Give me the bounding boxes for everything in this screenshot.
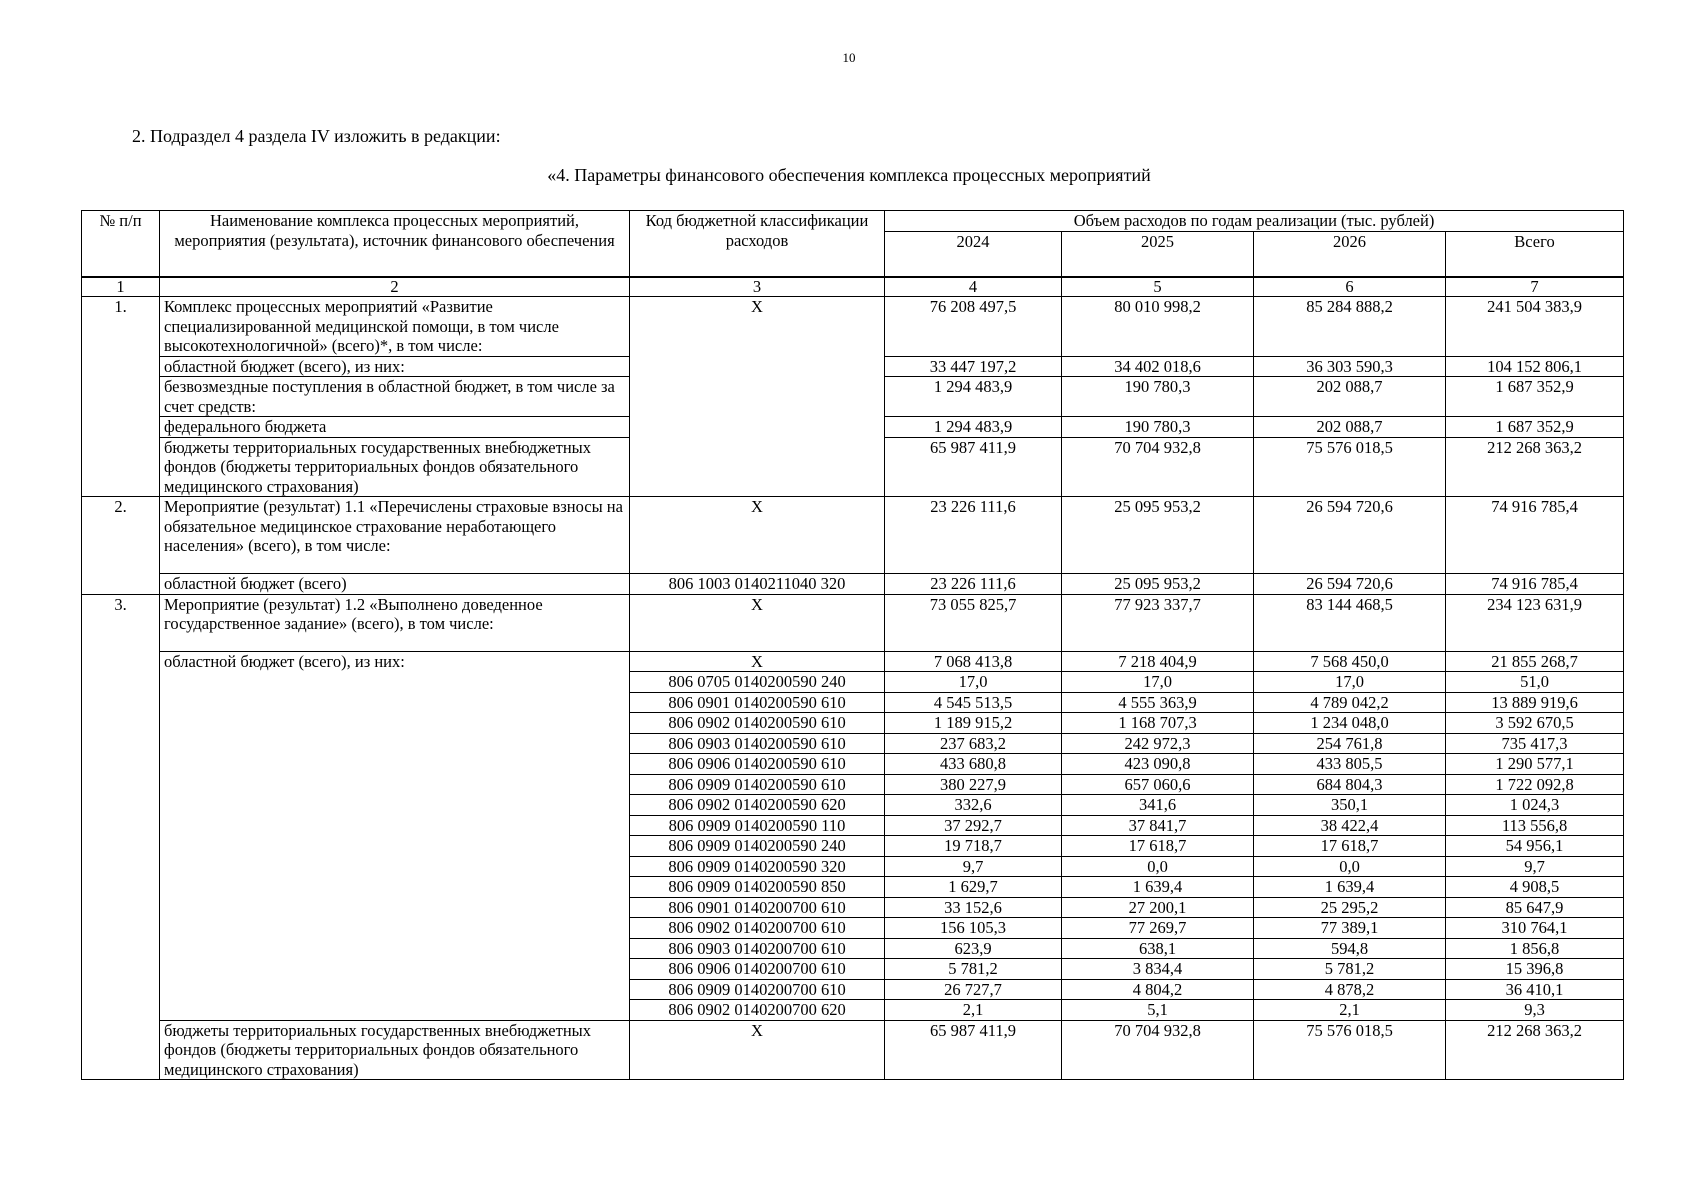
row-name: бюджеты территориальных государственных внебюджетных фондов (бюджеты территориальных фондов обязательного медицинского страхования)	[160, 437, 630, 497]
value-total: 1 856,8	[1446, 938, 1624, 959]
table-row	[82, 594, 1624, 651]
value-2024: 1 294 483,9	[885, 417, 1062, 438]
column-number: 4	[885, 277, 1062, 297]
row-name: федерального бюджета	[160, 417, 630, 438]
row-name: областной бюджет (всего), из них:	[160, 651, 630, 1020]
value-2024: 332,6	[885, 795, 1062, 816]
value-2024: 237 683,2	[885, 733, 1062, 754]
page-number: 10	[842, 50, 856, 65]
header-year-2025: 2025	[1062, 231, 1254, 277]
budget-code: 806 0906 0140200590 610	[630, 754, 885, 775]
value-total: 36 410,1	[1446, 979, 1624, 1000]
value-total: 85 647,9	[1446, 897, 1624, 918]
budget-code: 806 0705 0140200590 240	[630, 672, 885, 693]
table-row	[82, 497, 1624, 574]
value-2026: 1 234 048,0	[1254, 713, 1446, 734]
value-2025: 4 804,2	[1062, 979, 1254, 1000]
header-num: № п/п	[82, 211, 160, 278]
value-2024: 73 055 825,7	[885, 594, 1062, 651]
value-2025: 37 841,7	[1062, 815, 1254, 836]
table-title: «4. Параметры финансового обеспечения комплекса процессных мероприятий	[547, 165, 1151, 185]
column-number: 7	[1446, 277, 1624, 297]
value-2026: 25 295,2	[1254, 897, 1446, 918]
value-2024: 23 226 111,6	[885, 497, 1062, 574]
value-total: 1 722 092,8	[1446, 774, 1624, 795]
value-total: 212 268 363,2	[1446, 437, 1624, 497]
budget-code: 806 0901 0140200700 610	[630, 897, 885, 918]
row-name: безвозмездные поступления в областной бюджет, в том числе за счет средств:	[160, 377, 630, 417]
value-2024: 433 680,8	[885, 754, 1062, 775]
value-2026: 83 144 468,5	[1254, 594, 1446, 651]
value-2024: 4 545 513,5	[885, 692, 1062, 713]
header-year-2024: 2024	[885, 231, 1062, 277]
value-total: 1 290 577,1	[1446, 754, 1624, 775]
value-2026: 4 789 042,2	[1254, 692, 1446, 713]
budget-code: 806 0902 0140200700 610	[630, 918, 885, 939]
value-2025: 657 060,6	[1062, 774, 1254, 795]
value-total: 735 417,3	[1446, 733, 1624, 754]
value-total: 74 916 785,4	[1446, 497, 1624, 574]
value-2025: 77 269,7	[1062, 918, 1254, 939]
value-total: 104 152 806,1	[1446, 356, 1624, 377]
row-number: 1.	[82, 297, 160, 497]
value-2025: 70 704 932,8	[1062, 1020, 1254, 1080]
value-2025: 17,0	[1062, 672, 1254, 693]
budget-code: 806 0901 0140200590 610	[630, 692, 885, 713]
row-name: Мероприятие (результат) 1.2 «Выполнено доведенное государственное задание» (всего), в том числе:	[160, 594, 630, 651]
budget-code: 806 0902 0140200590 610	[630, 713, 885, 734]
value-2026: 26 594 720,6	[1254, 574, 1446, 595]
column-number: 3	[630, 277, 885, 297]
value-total: 1 687 352,9	[1446, 377, 1624, 417]
header-name: Наименование комплекса процессных мероприятий, мероприятия (результата), источник финансового обеспечения	[160, 211, 630, 278]
budget-code: 806 0903 0140200590 610	[630, 733, 885, 754]
value-2026: 0,0	[1254, 856, 1446, 877]
budget-code: 806 0909 0140200590 240	[630, 836, 885, 857]
value-2024: 1 294 483,9	[885, 377, 1062, 417]
budget-code: 806 0909 0140200590 850	[630, 877, 885, 898]
value-total: 15 396,8	[1446, 959, 1624, 980]
financing-table	[81, 210, 1624, 1080]
budget-code: X	[630, 651, 885, 672]
budget-code: 806 0903 0140200700 610	[630, 938, 885, 959]
budget-code: 806 0902 0140200700 620	[630, 1000, 885, 1021]
value-2024: 76 208 497,5	[885, 297, 1062, 357]
column-number: 1	[82, 277, 160, 297]
value-2026: 75 576 018,5	[1254, 437, 1446, 497]
value-2024: 623,9	[885, 938, 1062, 959]
value-2024: 17,0	[885, 672, 1062, 693]
value-2026: 17 618,7	[1254, 836, 1446, 857]
header-code: Код бюджетной классификации расходов	[630, 211, 885, 278]
value-2024: 33 152,6	[885, 897, 1062, 918]
table-body	[82, 297, 1624, 1080]
value-2026: 36 303 590,3	[1254, 356, 1446, 377]
value-2025: 0,0	[1062, 856, 1254, 877]
value-total: 21 855 268,7	[1446, 651, 1624, 672]
value-2026: 2,1	[1254, 1000, 1446, 1021]
value-2024: 156 105,3	[885, 918, 1062, 939]
value-2026: 77 389,1	[1254, 918, 1446, 939]
value-2025: 25 095 953,2	[1062, 574, 1254, 595]
value-2024: 37 292,7	[885, 815, 1062, 836]
header-total: Всего	[1446, 231, 1624, 277]
column-number: 5	[1062, 277, 1254, 297]
value-2025: 5,1	[1062, 1000, 1254, 1021]
value-2026: 7 568 450,0	[1254, 651, 1446, 672]
value-total: 234 123 631,9	[1446, 594, 1624, 651]
value-2025: 3 834,4	[1062, 959, 1254, 980]
value-2024: 19 718,7	[885, 836, 1062, 857]
value-total: 9,3	[1446, 1000, 1624, 1021]
column-number: 6	[1254, 277, 1446, 297]
value-total: 74 916 785,4	[1446, 574, 1624, 595]
value-2025: 25 095 953,2	[1062, 497, 1254, 574]
value-2024: 5 781,2	[885, 959, 1062, 980]
row-name: Комплекс процессных мероприятий «Развитие специализированной медицинской помощи, в том числе высокотехнологичной» (всего)*, в том числе:	[160, 297, 630, 357]
value-2026: 350,1	[1254, 795, 1446, 816]
value-total: 3 592 670,5	[1446, 713, 1624, 734]
value-total: 51,0	[1446, 672, 1624, 693]
value-2026: 85 284 888,2	[1254, 297, 1446, 357]
table-row	[82, 1020, 1624, 1080]
value-2025: 70 704 932,8	[1062, 437, 1254, 497]
value-2025: 17 618,7	[1062, 836, 1254, 857]
budget-code: 806 0909 0140200700 610	[630, 979, 885, 1000]
budget-code: 806 0902 0140200590 620	[630, 795, 885, 816]
value-2026: 433 805,5	[1254, 754, 1446, 775]
value-2025: 1 168 707,3	[1062, 713, 1254, 734]
value-total: 241 504 383,9	[1446, 297, 1624, 357]
value-total: 1 024,3	[1446, 795, 1624, 816]
value-2024: 33 447 197,2	[885, 356, 1062, 377]
row-name: областной бюджет (всего), из них:	[160, 356, 630, 377]
table-row	[82, 574, 1624, 595]
value-2025: 27 200,1	[1062, 897, 1254, 918]
value-2025: 242 972,3	[1062, 733, 1254, 754]
intro-paragraph: 2. Подраздел 4 раздела IV изложить в редакции:	[132, 126, 501, 146]
row-number: 2.	[82, 497, 160, 595]
budget-code: X	[630, 1020, 885, 1080]
value-2024: 2,1	[885, 1000, 1062, 1021]
value-total: 212 268 363,2	[1446, 1020, 1624, 1080]
value-2025: 1 639,4	[1062, 877, 1254, 898]
budget-code: 806 0909 0140200590 320	[630, 856, 885, 877]
value-2025: 4 555 363,9	[1062, 692, 1254, 713]
budget-code: 806 0909 0140200590 110	[630, 815, 885, 836]
value-2025: 190 780,3	[1062, 417, 1254, 438]
value-2024: 23 226 111,6	[885, 574, 1062, 595]
value-2026: 26 594 720,6	[1254, 497, 1446, 574]
value-2026: 4 878,2	[1254, 979, 1446, 1000]
value-2025: 7 218 404,9	[1062, 651, 1254, 672]
value-2026: 75 576 018,5	[1254, 1020, 1446, 1080]
header-year-2026: 2026	[1254, 231, 1446, 277]
value-total: 4 908,5	[1446, 877, 1624, 898]
value-2026: 254 761,8	[1254, 733, 1446, 754]
row-name: Мероприятие (результат) 1.1 «Перечислены страховые взносы на обязательное медицинское страхование неработающего населения» (всего), в том числе:	[160, 497, 630, 574]
value-2026: 1 639,4	[1254, 877, 1446, 898]
value-2026: 202 088,7	[1254, 377, 1446, 417]
budget-code: X	[630, 594, 885, 651]
value-2025: 423 090,8	[1062, 754, 1254, 775]
header-volume: Объем расходов по годам реализации (тыс. рублей)	[885, 211, 1624, 232]
row-name: областной бюджет (всего)	[160, 574, 630, 595]
budget-code: 806 1003 0140211040 320	[630, 574, 885, 595]
value-2026: 202 088,7	[1254, 417, 1446, 438]
value-total: 1 687 352,9	[1446, 417, 1624, 438]
column-number: 2	[160, 277, 630, 297]
budget-code: 806 0909 0140200590 610	[630, 774, 885, 795]
value-2024: 26 727,7	[885, 979, 1062, 1000]
value-total: 113 556,8	[1446, 815, 1624, 836]
budget-code: X	[630, 497, 885, 574]
budget-code: 806 0906 0140200700 610	[630, 959, 885, 980]
value-2026: 684 804,3	[1254, 774, 1446, 795]
value-2026: 5 781,2	[1254, 959, 1446, 980]
budget-code: X	[630, 297, 885, 497]
value-2025: 341,6	[1062, 795, 1254, 816]
value-2024: 380 227,9	[885, 774, 1062, 795]
value-2024: 65 987 411,9	[885, 437, 1062, 497]
value-2024: 65 987 411,9	[885, 1020, 1062, 1080]
value-total: 9,7	[1446, 856, 1624, 877]
row-name: бюджеты территориальных государственных внебюджетных фондов (бюджеты территориальных фондов обязательного медицинского страхования)	[160, 1020, 630, 1080]
value-2024: 1 189 915,2	[885, 713, 1062, 734]
value-2025: 34 402 018,6	[1062, 356, 1254, 377]
value-total: 310 764,1	[1446, 918, 1624, 939]
value-total: 54 956,1	[1446, 836, 1624, 857]
value-2024: 7 068 413,8	[885, 651, 1062, 672]
row-number: 3.	[82, 594, 160, 1080]
value-2025: 80 010 998,2	[1062, 297, 1254, 357]
value-2025: 77 923 337,7	[1062, 594, 1254, 651]
table-row	[82, 297, 1624, 357]
table-row	[82, 651, 1624, 672]
value-2024: 9,7	[885, 856, 1062, 877]
value-2025: 190 780,3	[1062, 377, 1254, 417]
value-2025: 638,1	[1062, 938, 1254, 959]
value-2026: 38 422,4	[1254, 815, 1446, 836]
value-2024: 1 629,7	[885, 877, 1062, 898]
value-total: 13 889 919,6	[1446, 692, 1624, 713]
value-2026: 17,0	[1254, 672, 1446, 693]
value-2026: 594,8	[1254, 938, 1446, 959]
